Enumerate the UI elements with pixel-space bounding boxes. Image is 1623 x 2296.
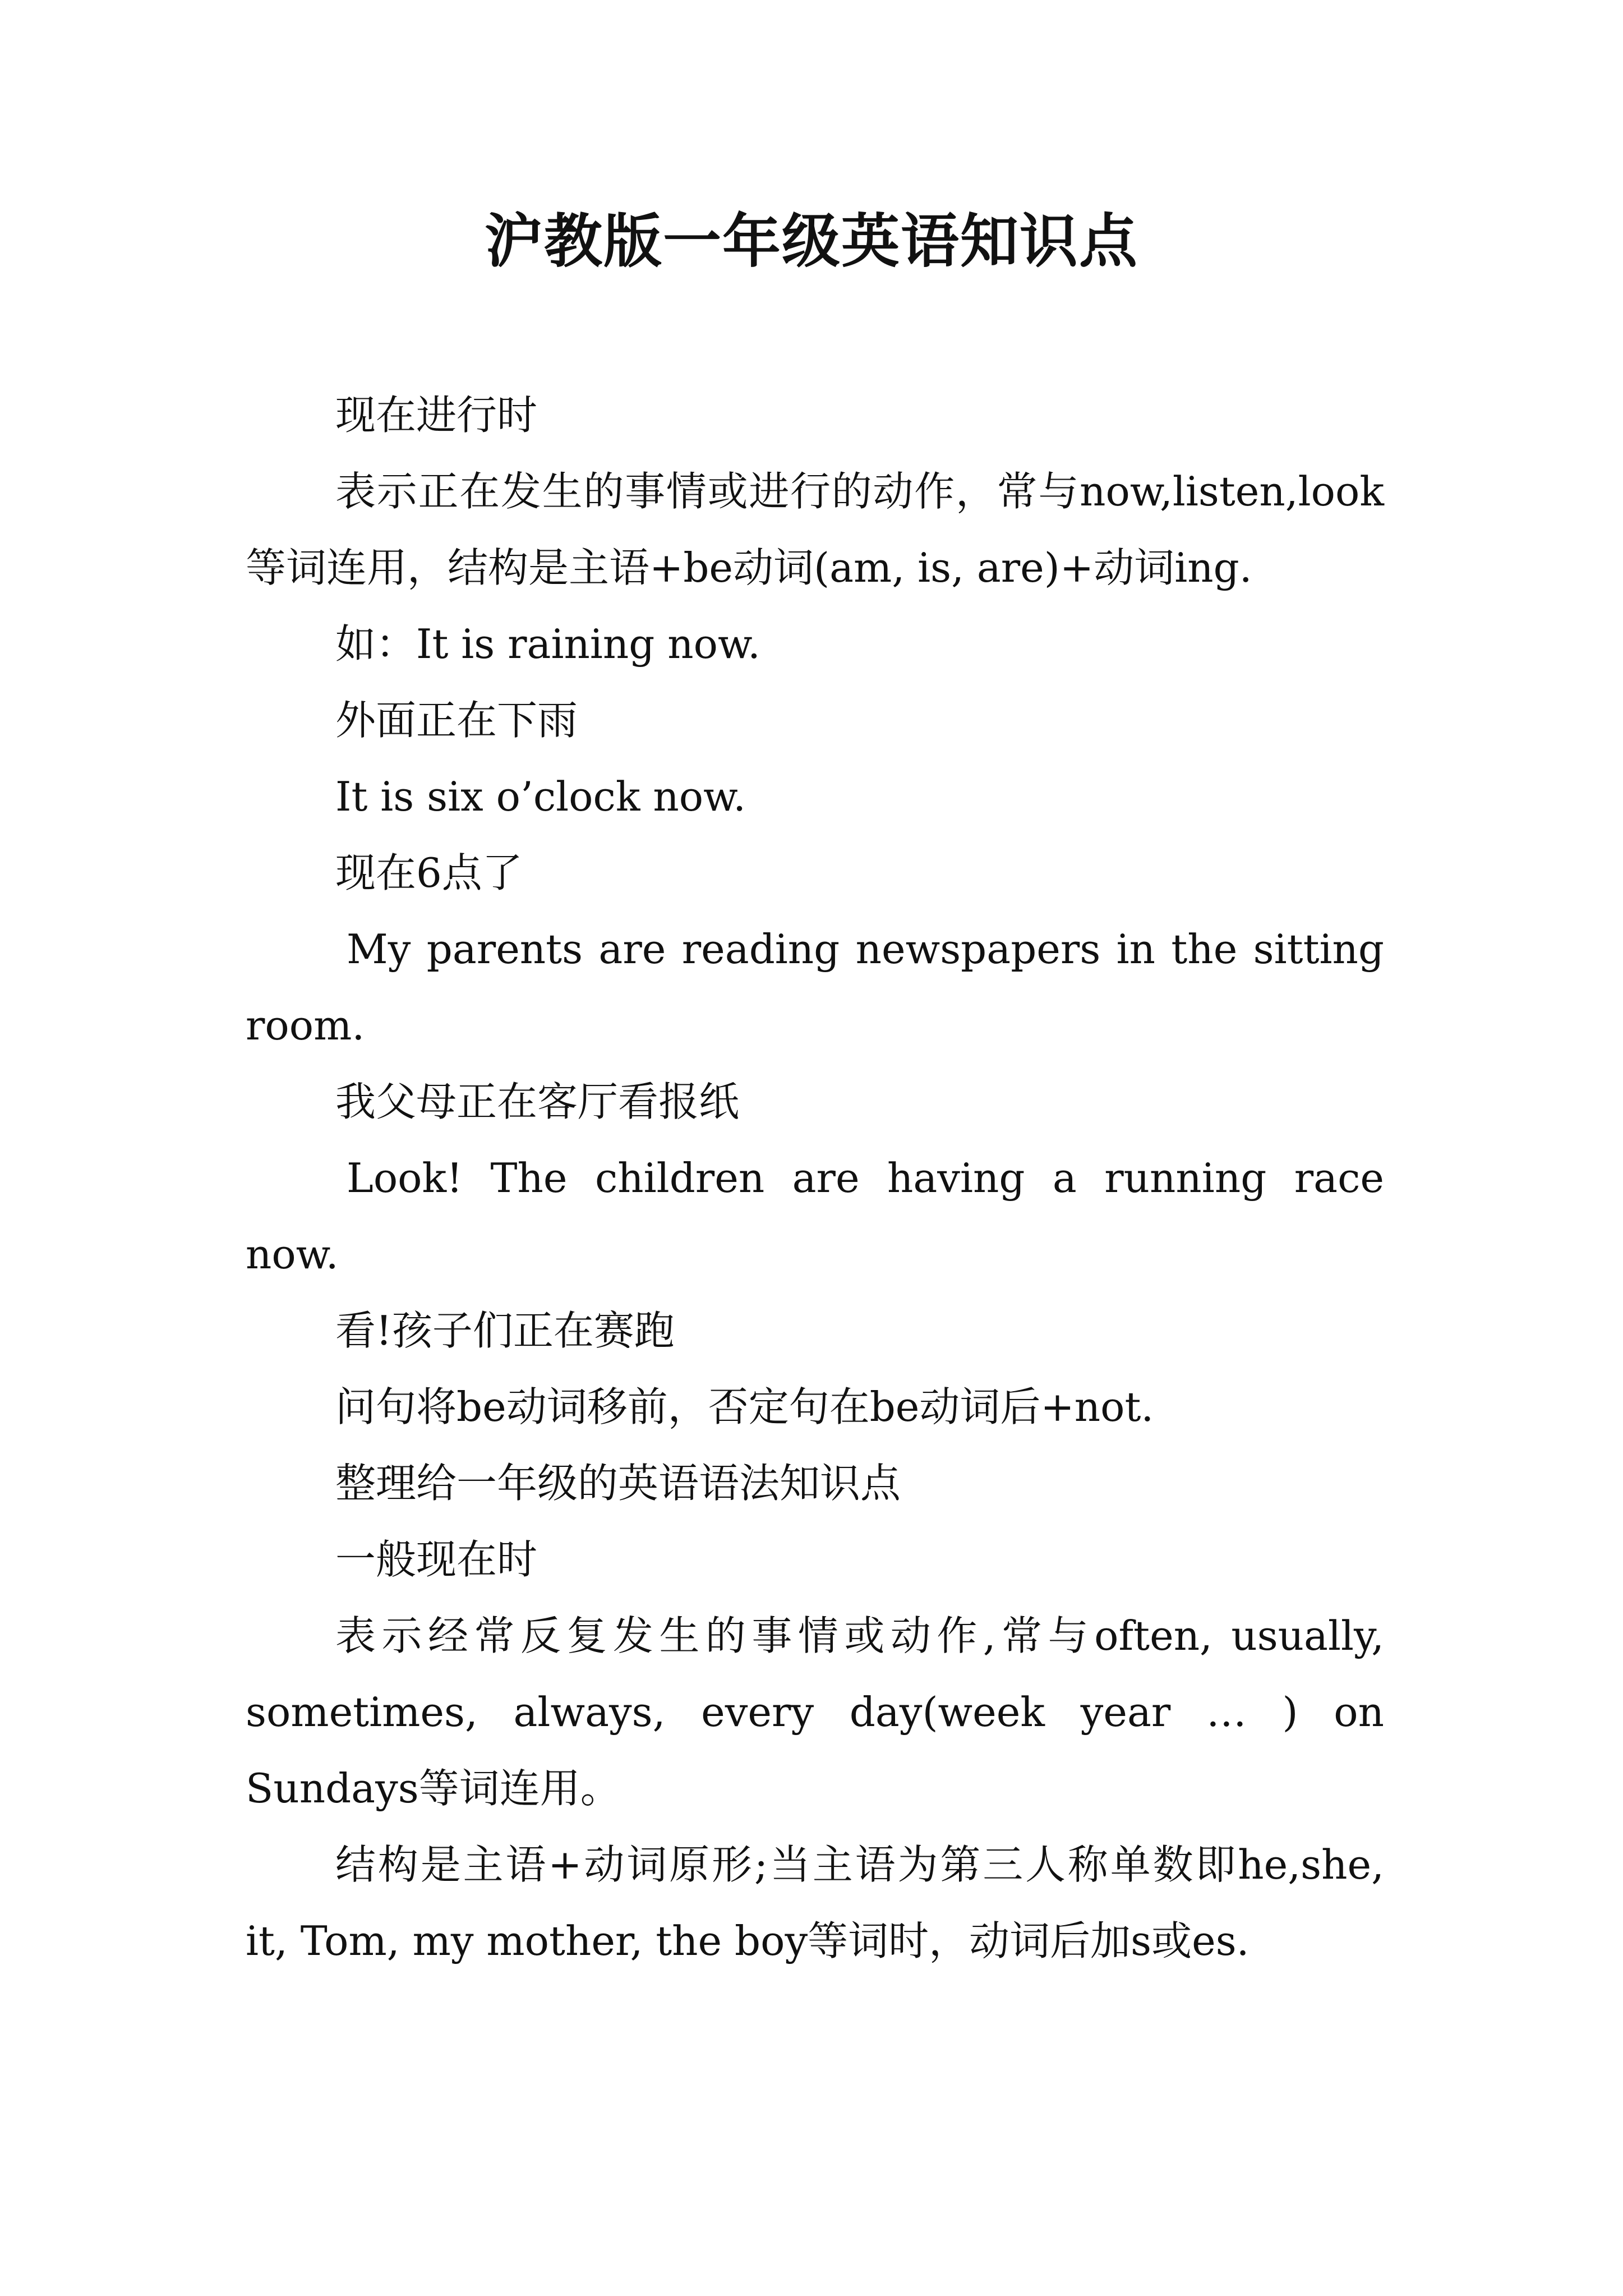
paragraph-translation-parents: 我父母正在客厅看报纸 xyxy=(335,1078,740,1125)
paragraph-present-continuous-definition: 表示正在发生的事情或进行的动作，常与now,listen,look等词连用，结构是主语+be动词(am, is, are)+动词ing. xyxy=(246,468,1384,591)
paragraph-example-six-oclock: It is six o’clock now. xyxy=(335,773,746,820)
paragraph-grammar-section-heading: 整理给一年级的英语语法知识点 xyxy=(335,1460,901,1507)
paragraph-example-raining: 如：It is raining now. xyxy=(335,620,760,668)
paragraph-example-parents: My parents are reading newspapers in the sitting room. xyxy=(246,926,1384,1049)
paragraph-heading-present-continuous: 现在进行时 xyxy=(335,392,538,439)
paragraph-translation-raining: 外面正在下雨 xyxy=(335,697,578,744)
paragraph-question-negative-rule: 问句将be动词移前，否定句在be动词后+not. xyxy=(335,1383,1154,1430)
document-title: 沪教版一年级英语知识点 xyxy=(484,206,1138,275)
paragraph-heading-simple-present: 一般现在时 xyxy=(335,1536,538,1583)
document-body xyxy=(246,377,1384,1979)
paragraph-simple-present-definition: 表示经常反复发生的事情或动作,常与often, usually, sometimes, always, every day(week year … ) on Sundays等词连用。 xyxy=(246,1612,1384,1812)
paragraph-translation-running-race: 看!孩子们正在赛跑 xyxy=(335,1307,675,1354)
paragraph-example-running-race: Look! The children are having a running race now. xyxy=(246,1154,1384,1278)
paragraph-translation-six-oclock: 现在6点了 xyxy=(335,849,523,896)
paragraph-simple-present-structure: 结构是主语+动词原形;当主语为第三人称单数即he,she, it, Tom, my mother, the boy等词时，动词后加s或es. xyxy=(246,1841,1384,1964)
